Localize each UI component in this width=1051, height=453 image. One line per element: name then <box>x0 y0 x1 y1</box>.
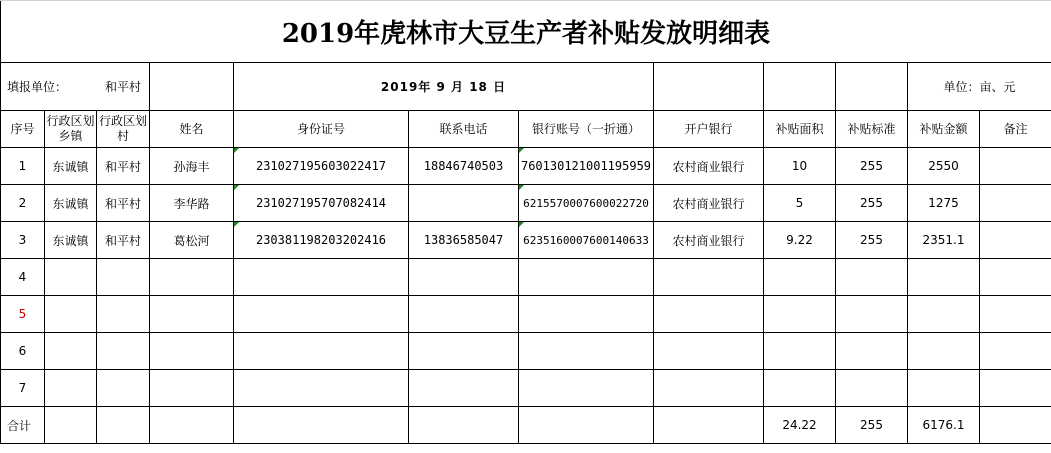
cell-empty[interactable] <box>980 259 1051 296</box>
cell-village[interactable]: 和平村 <box>97 222 150 259</box>
cell-empty[interactable] <box>519 296 654 333</box>
cell-empty[interactable] <box>234 259 409 296</box>
cell-id-number[interactable] <box>234 185 409 222</box>
comment-marker-icon <box>519 185 524 190</box>
cell-empty[interactable] <box>836 296 908 333</box>
header-standard[interactable]: 补贴标准 <box>836 111 908 148</box>
total-standard[interactable]: 255 <box>836 407 908 444</box>
cell-bank[interactable]: 农村商业银行 <box>654 222 764 259</box>
table-row <box>1 296 1051 333</box>
cell-township[interactable]: 东诚镇 <box>45 148 97 185</box>
cell-amount[interactable]: 2351.1 <box>908 222 980 259</box>
header-township[interactable]: 行政区划乡镇 <box>45 111 97 148</box>
cell-empty[interactable] <box>764 370 836 407</box>
cell-standard[interactable]: 255 <box>836 185 908 222</box>
info-cell-empty[interactable] <box>836 63 908 111</box>
header-name[interactable]: 姓名 <box>150 111 234 148</box>
header-bank-account[interactable]: 银行账号（一折通） <box>519 111 654 148</box>
cell-township[interactable]: 东诚镇 <box>45 222 97 259</box>
cell-empty[interactable] <box>836 333 908 370</box>
cell-empty[interactable] <box>409 370 519 407</box>
cell-empty[interactable] <box>234 370 409 407</box>
cell-empty[interactable] <box>908 333 980 370</box>
cell-empty[interactable] <box>97 370 150 407</box>
header-id-number[interactable]: 身份证号 <box>234 111 409 148</box>
cell-phone[interactable]: 18846740503 <box>409 148 519 185</box>
table-row <box>1 148 1051 185</box>
comment-marker-icon <box>234 185 239 190</box>
cell-amount[interactable]: 2550 <box>908 148 980 185</box>
cell-empty[interactable] <box>234 296 409 333</box>
cell-id-number-text: 230381198203202416 <box>255 233 387 247</box>
cell-phone[interactable]: 13836585047 <box>409 222 519 259</box>
cell-id-number[interactable] <box>234 222 409 259</box>
info-cell-empty[interactable] <box>764 63 836 111</box>
cell-area[interactable]: 9.22 <box>764 222 836 259</box>
cell-empty[interactable] <box>150 259 234 296</box>
table-row <box>1 185 1051 222</box>
cell-bank-account-text: 6215570007600022720 <box>523 196 649 210</box>
cell-empty[interactable] <box>654 370 764 407</box>
cell-empty[interactable] <box>519 370 654 407</box>
cell-empty[interactable] <box>836 259 908 296</box>
total-area[interactable]: 24.22 <box>764 407 836 444</box>
total-amount[interactable]: 6176.1 <box>908 407 980 444</box>
header-row <box>1 111 1051 148</box>
cell-empty[interactable] <box>45 296 97 333</box>
header-amount[interactable]: 补贴金额 <box>908 111 980 148</box>
cell-seq[interactable]: 2 <box>1 185 45 222</box>
cell-empty[interactable] <box>97 259 150 296</box>
info-row <box>1 63 1051 111</box>
cell-empty[interactable] <box>764 333 836 370</box>
fill-unit-value[interactable]: 和平村 <box>97 63 150 111</box>
cell-empty[interactable] <box>97 296 150 333</box>
cell-empty[interactable] <box>150 333 234 370</box>
cell-empty[interactable] <box>519 259 654 296</box>
cell-name[interactable]: 孙海丰 <box>150 148 234 185</box>
cell-empty[interactable] <box>234 333 409 370</box>
cell-empty[interactable] <box>654 333 764 370</box>
cell-id-number-text: 231027195603022417 <box>255 159 387 173</box>
cell-empty[interactable] <box>150 296 234 333</box>
cell-empty[interactable] <box>764 259 836 296</box>
fill-unit-label[interactable]: 填报单位： <box>1 63 97 111</box>
header-remark[interactable]: 备注 <box>980 111 1051 148</box>
table-row <box>1 333 1051 370</box>
cell-seq[interactable]: 7 <box>1 370 45 407</box>
total-label[interactable]: 合计 <box>1 407 45 444</box>
cell-standard[interactable]: 255 <box>836 222 908 259</box>
cell-empty[interactable] <box>908 259 980 296</box>
table-row <box>1 370 1051 407</box>
cell-seq[interactable]: 6 <box>1 333 45 370</box>
cell-empty[interactable] <box>519 407 654 444</box>
cell-remark[interactable] <box>980 222 1051 259</box>
comment-marker-icon <box>234 222 239 227</box>
cell-empty[interactable] <box>654 259 764 296</box>
cell-remark[interactable] <box>980 148 1051 185</box>
cell-empty[interactable] <box>97 333 150 370</box>
header-village[interactable]: 行政区划村 <box>97 111 150 148</box>
header-area[interactable]: 补贴面积 <box>764 111 836 148</box>
cell-empty[interactable] <box>97 407 150 444</box>
cell-empty[interactable] <box>409 333 519 370</box>
cell-empty[interactable] <box>908 370 980 407</box>
cell-empty[interactable] <box>45 333 97 370</box>
cell-bank-account-text: 760130121001195959 <box>520 159 652 173</box>
cell-area[interactable]: 10 <box>764 148 836 185</box>
cell-empty[interactable] <box>654 407 764 444</box>
cell-seq[interactable]: 4 <box>1 259 45 296</box>
cell-empty[interactable] <box>980 333 1051 370</box>
comment-marker-icon <box>234 148 239 153</box>
header-seq[interactable]: 序号 <box>1 111 45 148</box>
cell-id-number-text: 231027195707082414 <box>255 196 387 210</box>
cell-bank[interactable]: 农村商业银行 <box>654 148 764 185</box>
info-cell-empty[interactable] <box>654 63 764 111</box>
cell-bank-account[interactable] <box>519 148 654 185</box>
cell-empty[interactable] <box>45 259 97 296</box>
table-row <box>1 259 1051 296</box>
cell-township[interactable]: 东诚镇 <box>45 185 97 222</box>
cell-empty[interactable] <box>150 407 234 444</box>
sheet-title[interactable]: 2019年虎林市大豆生产者补贴发放明细表 <box>1 1 1051 63</box>
cell-empty[interactable] <box>45 370 97 407</box>
table-row <box>1 222 1051 259</box>
cell-empty[interactable] <box>980 370 1051 407</box>
cell-village[interactable]: 和平村 <box>97 148 150 185</box>
cell-empty[interactable] <box>150 370 234 407</box>
cell-empty[interactable] <box>234 407 409 444</box>
info-cell-empty[interactable] <box>150 63 234 111</box>
cell-seq[interactable]: 3 <box>1 222 45 259</box>
cell-empty[interactable] <box>980 407 1051 444</box>
cell-empty[interactable] <box>654 296 764 333</box>
header-bank[interactable]: 开户银行 <box>654 111 764 148</box>
cell-empty[interactable] <box>409 407 519 444</box>
cell-name[interactable]: 葛松河 <box>150 222 234 259</box>
cell-area[interactable]: 5 <box>764 185 836 222</box>
cell-id-number[interactable] <box>234 148 409 185</box>
cell-bank[interactable]: 农村商业银行 <box>654 185 764 222</box>
header-phone[interactable]: 联系电话 <box>409 111 519 148</box>
cell-empty[interactable] <box>45 407 97 444</box>
cell-seq[interactable]: 5 <box>1 296 45 333</box>
cell-bank-account[interactable] <box>519 222 654 259</box>
comment-marker-icon <box>519 222 524 227</box>
comment-marker-icon <box>519 148 524 153</box>
cell-seq[interactable]: 1 <box>1 148 45 185</box>
unit-label[interactable]: 单位：亩、元 <box>908 63 1051 111</box>
report-date[interactable]: 2019年 9 月 18 日 <box>234 63 654 111</box>
cell-empty[interactable] <box>980 296 1051 333</box>
total-row <box>1 407 1051 444</box>
cell-remark[interactable] <box>980 185 1051 222</box>
cell-empty[interactable] <box>836 370 908 407</box>
title-row <box>1 1 1051 63</box>
cell-empty[interactable] <box>409 296 519 333</box>
cell-amount[interactable]: 1275 <box>908 185 980 222</box>
cell-empty[interactable] <box>764 296 836 333</box>
cell-bank-account[interactable] <box>519 185 654 222</box>
cell-empty[interactable] <box>409 259 519 296</box>
cell-village[interactable]: 和平村 <box>97 185 150 222</box>
cell-empty[interactable] <box>908 296 980 333</box>
cell-bank-account-text: 6235160007600140633 <box>523 233 649 247</box>
cell-empty[interactable] <box>519 333 654 370</box>
cell-standard[interactable]: 255 <box>836 148 908 185</box>
cell-name[interactable]: 李华路 <box>150 185 234 222</box>
cell-phone[interactable] <box>409 185 519 222</box>
